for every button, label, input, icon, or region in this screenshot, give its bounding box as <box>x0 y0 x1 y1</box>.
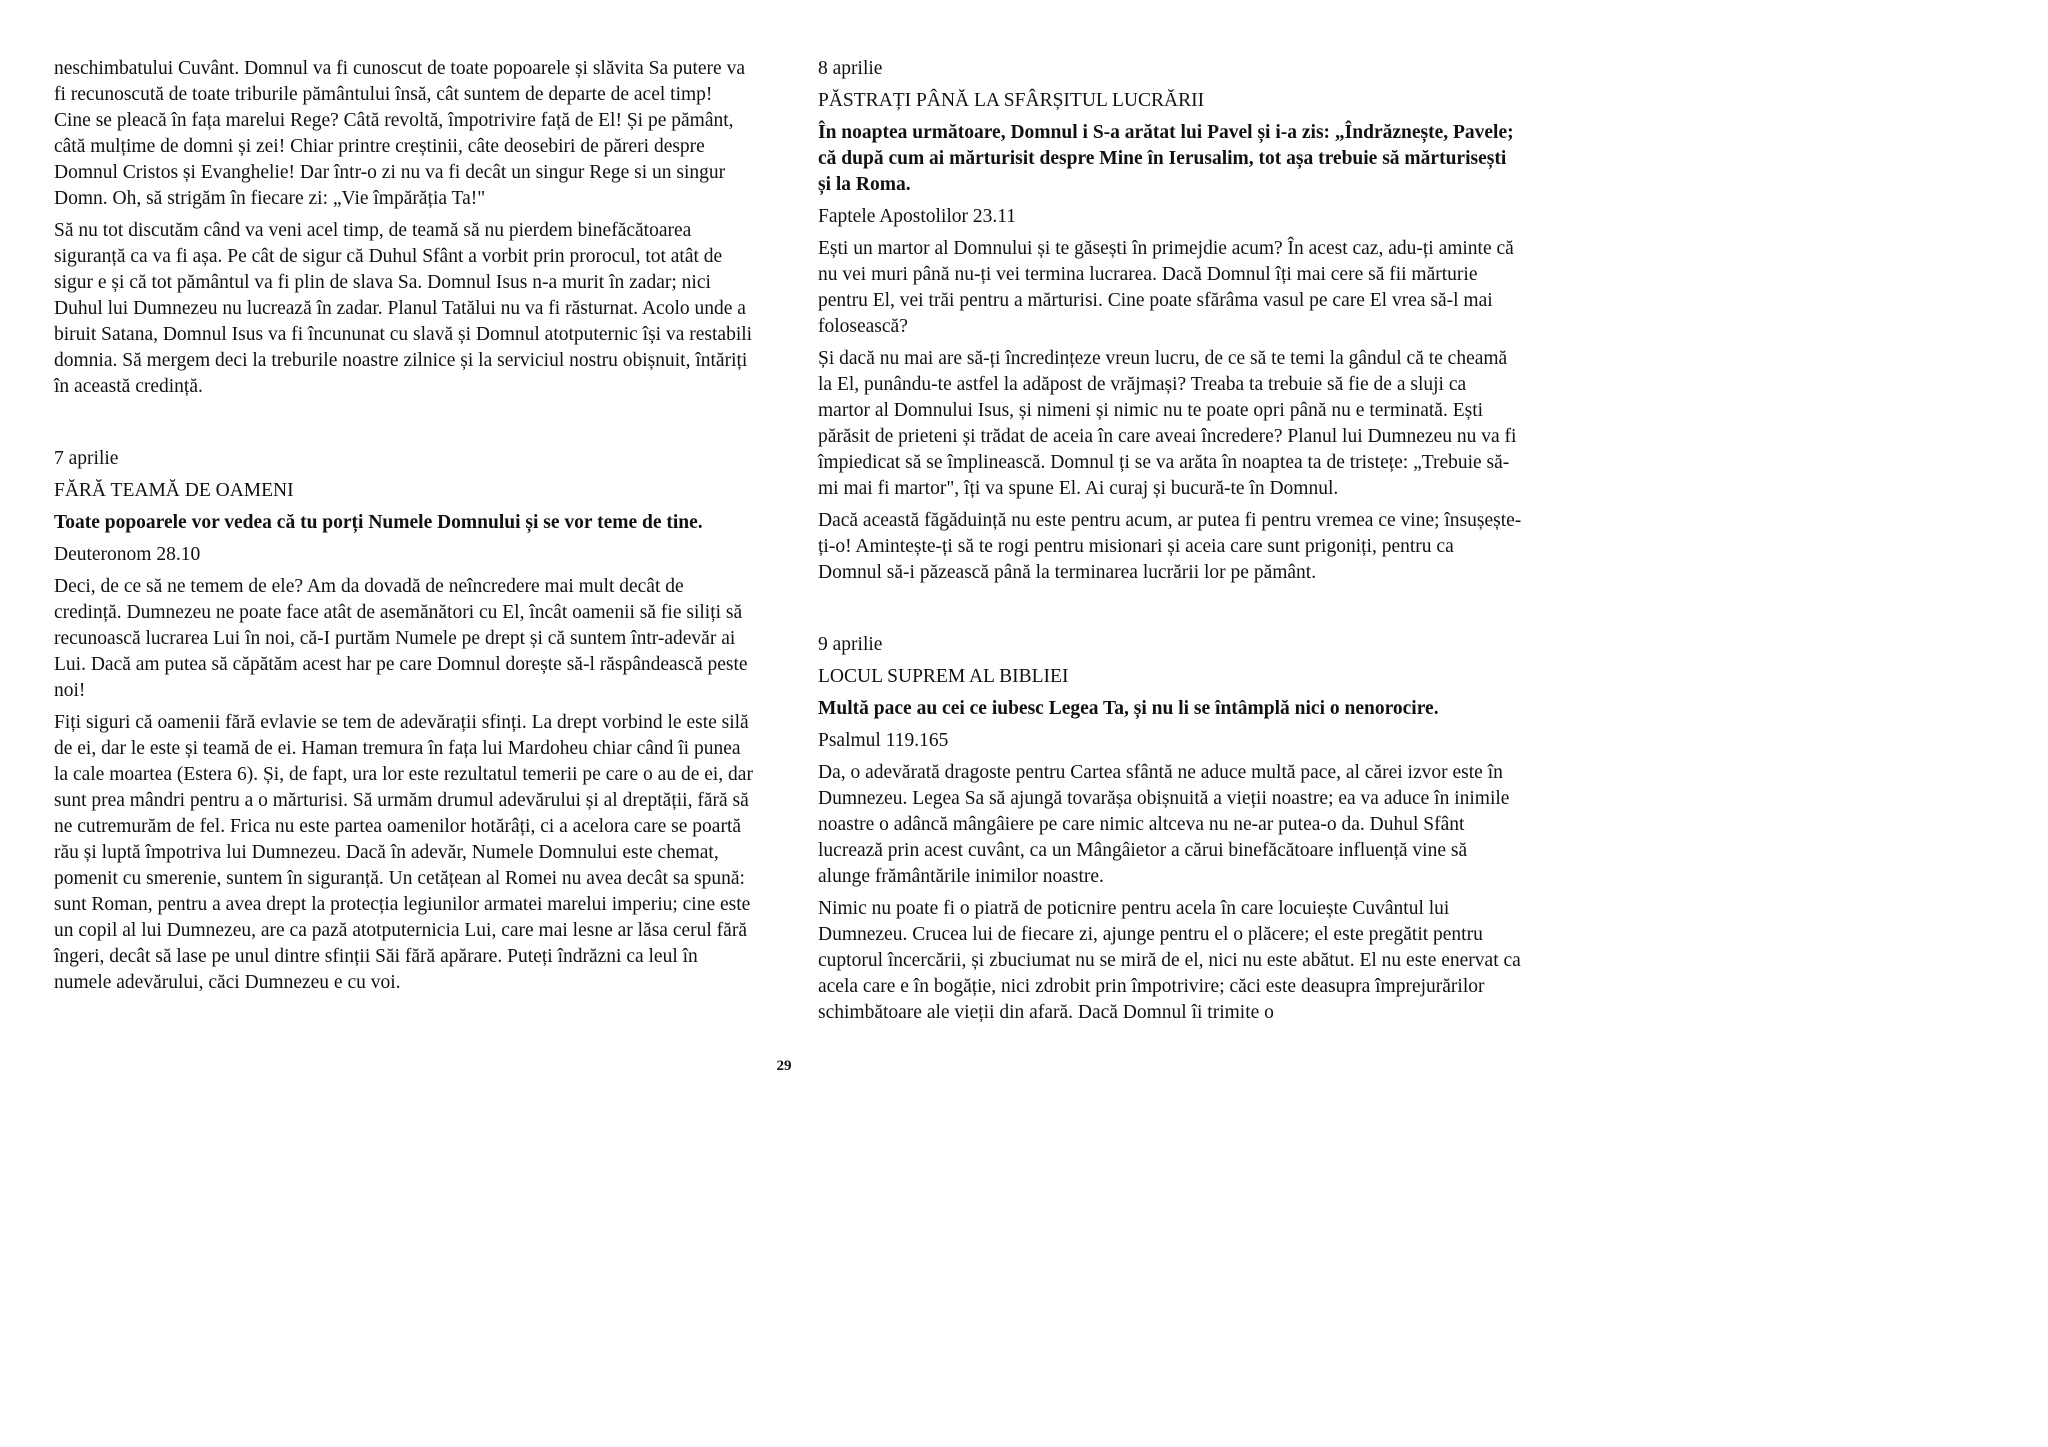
entry-paragraph: Deci, de ce să ne temem de ele? Am da dovadă de neîncredere mai mult decât de credință. Dumnezeu ne poate face atât de asemănători cu El, încât oamenii să fie siliți să recunoască lucrarea Lui în noi, că-I purtăm Numele pe drept și că suntem într-adevăr ai Lui. Dacă am putea să căpătăm acest har pe care Domnul dorește să-l răspândească peste noi! <box>54 576 748 701</box>
continuation-paragraph: neschimbatului Cuvânt. Domnul va fi cunoscut de toate popoarele și slăvita Sa putere va fi recunoscută de toate triburile pământului însă, cât suntem de departe de acel timp! Cine se pleacă în fața marelui Rege? Câtă revoltă, împotrivire față de El! Și pe pământ, câtă mulțime de domni și zei! Chiar printre creștinii, câte deosebiri de păreri despre Domnul Cristos și Evanghelie! Dar într-o zi nu va fi decât un singur Rege si un singur Domn. Oh, să strigăm în fiecare zi: „Vie împărăția Ta!" <box>54 58 745 209</box>
continuation-paragraph: Să nu tot discutăm când va veni acel timp, de teamă să nu pierdem binefăcătoarea siguranță ca va fi așa. Pe cât de sigur că Duhul Sfânt a vorbit prin prorocul, tot atât de sigur e și că tot pământul va fi plin de slava Sa. Domnul Isus n-a murit în zadar; nici Duhul lui Dumnezeu nu lucrează în zadar. Planul Tatălui nu va fi răsturnat. Acolo unde a biruit Satana, Domnul Isus va fi încununat cu slavă și Domnul atotputernic își va restabili domnia. Să mergem deci la treburile noastre zilnice și la serviciul nostru obișnuit, întăriți în această credință. <box>54 220 753 397</box>
entry-title: LOCUL SUPREM AL BIBLIEI <box>818 666 1069 687</box>
entry-date: 7 aprilie <box>54 448 119 469</box>
devotional-entry-7-april <box>54 446 754 996</box>
entry-reference: Faptele Apostolilor 23.11 <box>818 206 1017 227</box>
entry-paragraph: Și dacă nu mai are să-ți încredințeze vreun lucru, de ce să te temi la gândul că te cheamă la El, punându-te astfel la adăpost de vrăjmași? Treaba ta trebuie să fie de a sluji ca martor al Domnului Isus, și nimeni și nimic nu te poate opri până nu e terminată. Ești părăsit de prieteni și trădat de aceia în care aveai încredere? Planul lui Dumnezeu nu va fi împiedicat să se împlinească. Domnul ți se va arăta în noaptea ta de tristețe: „Trebuie să-mi mai fi martor", îți va spune El. Ai curaj și bucură-te în Domnul. <box>818 348 1517 499</box>
section-gap <box>54 406 754 446</box>
entry-title: FĂRĂ TEAMĂ DE OAMENI <box>54 480 294 501</box>
entry-date: 8 aprilie <box>818 58 883 79</box>
entry-verse: În noaptea următoare, Domnul i S-a arătat lui Pavel și i-a zis: „Îndrăznește, Pavele; că după cum ai mărturisit despre Mine în Ierusalim, tot așa trebuie să mărturisești și la Roma. <box>818 122 1514 195</box>
devotional-entry-8-april <box>818 56 1522 586</box>
entry-date: 9 aprilie <box>818 634 883 655</box>
entry-title: PĂSTRAȚI PÂNĂ LA SFÂRȘITUL LUCRĂRII <box>818 90 1205 111</box>
right-column <box>818 56 1522 1032</box>
entry-verse: Toate popoarele vor vedea că tu porți Numele Domnului și se vor teme de tine. <box>54 512 703 533</box>
entry-reference: Psalmul 119.165 <box>818 730 949 751</box>
entry-paragraph: Dacă această făgăduință nu este pentru acum, ar putea fi pentru vremea ce vine; însușește-ți-o! Amintește-ți să te rogi pentru misionari și aceia care sunt prigoniți, pentru ca Domnul să-i păzească până la terminarea lucrării lor pe pământ. <box>818 510 1522 583</box>
entry-paragraph: Da, o adevărată dragoste pentru Cartea sfântă ne aduce multă pace, al cărei izvor este în Dumnezeu. Legea Sa să ajungă tovarășa obișnuită a vieții noastre; ea va aduce în inimile noastre o adâncă mângâiere pe care nimic altceva nu ne-ar putea-o da. Duhul Sfânt lucrează prin acest cuvânt, ca un Mângâietor a cărui binefăcătoare influență vine să alunge frământările inimilor noastre. <box>818 762 1510 887</box>
entry-paragraph: Fiți siguri că oamenii fără evlavie se tem de adevărații sfinți. La drept vorbind le este silă de ei, dar le este și teamă de ei. Haman tremura în fața lui Mardoheu chiar când îi punea la cale moartea (Estera 6). Și, de fapt, ura lor este rezultatul temerii pe care o au de ei, dar sunt prea mândri pentru a o mărturisi. Să urmăm drumul adevărului și al dreptății, fără să ne cutremurăm de fel. Frica nu este partea oamenilor hotărâți, ci a acelora care se poartă rău și luptă împotriva lui Dumnezeu. Dacă în adevăr, Numele Domnului este chemat, pomenit cu smerenie, suntem în siguranță. Un cetățean al Romei nu avea decât sa spună: sunt Roman, pentru a avea drept la protecția legiunilor armatei marelui imperiu; cine este un copil al lui Dumnezeu, are ca pază atotputernicia Lui, care mai lesne ar lăsa cerul fără îngeri, decât să lase pe unul dintre sfinții Săi fără apărare. Puteți îndrăzni ca leul în numele adevărului, căci Dumnezeu e cu voi. <box>54 712 753 993</box>
entry-paragraph: Ești un martor al Domnului și te găsești în primejdie acum? În acest caz, adu-ți aminte că nu vei muri până nu-ți vei termina lucrarea. Dacă Domnul îți mai cere să fii mărturie pentru El, vei trăi pentru a mărturisi. Cine poate sfărâma vasul pe care El vrea să-l mai folosească? <box>818 238 1514 337</box>
page-number: 29 <box>776 1058 792 1074</box>
entry-paragraph: Nimic nu poate fi o piatră de poticnire pentru acela în care locuiește Cuvântul lui Dumnezeu. Crucea lui de fiecare zi, ajunge pentru el o plăcere; el este pregătit pentru cuptorul încercării, și zbuciumat nu se miră de el, nici nu este abătut. El nu este enervat ca acela care e în bogăție, nici zdrobit prin împotrivire; căci este deasupra împrejurărilor schimbătoare ale vieții din afară. Dacă Domnul îi trimite o <box>818 898 1521 1023</box>
entry-reference: Deuteronom 28.10 <box>54 544 201 565</box>
section-gap <box>818 592 1522 632</box>
left-column <box>54 56 754 1002</box>
devotional-entry-9-april <box>818 632 1522 1026</box>
entry-verse: Multă pace au cei ce iubesc Legea Ta, și nu li se întâmplă nici o nenorocire. <box>818 698 1439 719</box>
